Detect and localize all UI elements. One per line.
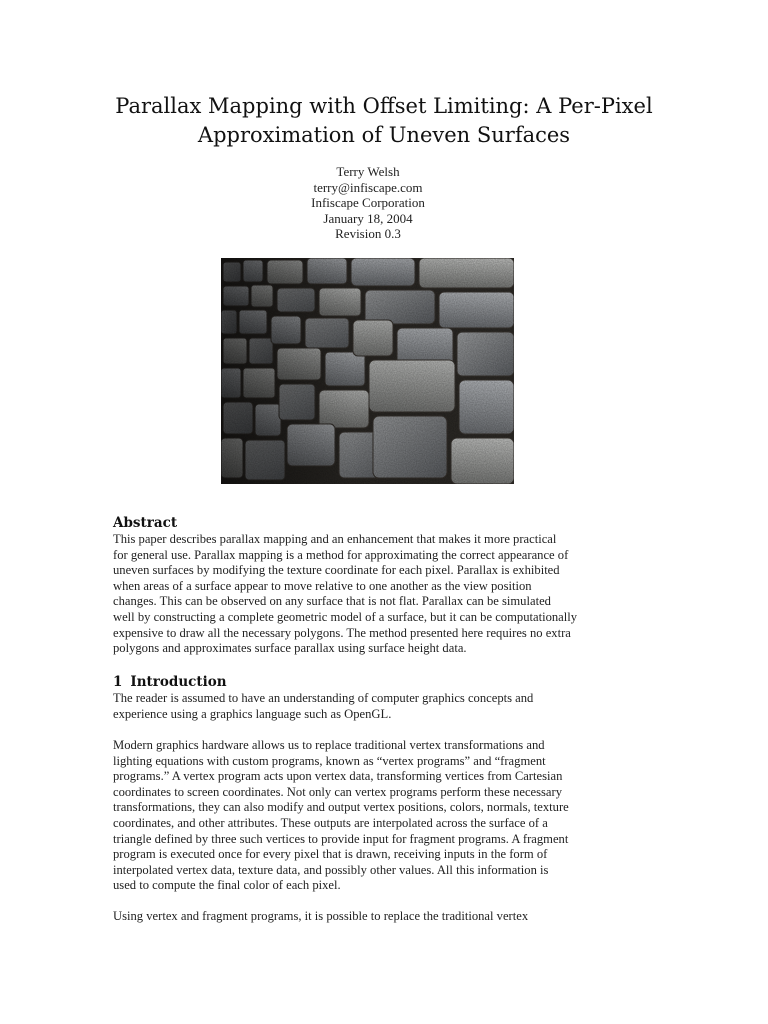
title-line-2: Approximation of Uneven Surfaces	[197, 123, 571, 147]
text-line: The reader is assumed to have an understanding of computer graphics concepts and	[113, 691, 534, 705]
text-line: This paper describes parallax mapping and an enhancement that makes it more practical	[113, 532, 557, 546]
intro-paragraph-3	[113, 909, 633, 925]
abstract-heading: Abstract	[113, 515, 178, 531]
text-line: changes. This can be observed on any surface that is not flat. Parallax can be simulated	[113, 594, 551, 609]
text-line: Using vertex and fragment programs, it is possible to replace the traditional vertex	[113, 909, 529, 923]
section-title: Introduction	[130, 674, 227, 690]
author-block	[0, 164, 736, 242]
text-line: experience using a graphics language such as OpenGL.	[113, 706, 392, 721]
text-line: uneven surfaces by modifying the texture coordinate for each pixel. Parallax is exhibited	[113, 563, 560, 578]
text-line: programs.” A vertex program acts upon vertex data, transforming vertices from Cartesian	[113, 769, 563, 784]
text-line: used to compute the final color of each pixel.	[113, 878, 341, 893]
text-line: well by constructing a complete geometric model of a surface, but it can be computationally	[113, 609, 578, 624]
brick-wall-figure	[221, 258, 514, 484]
text-line: expensive to draw all the necessary polygons. The method presented here requires no extra	[113, 625, 571, 640]
paper-revision: Revision 0.3	[335, 226, 401, 241]
text-line: triangle defined by three such vertices to provide input for fragment programs. A fragment	[113, 831, 569, 846]
brick-wall-image	[221, 258, 514, 484]
text-line: when areas of a surface appear to move relative to one another as the view position	[113, 578, 532, 593]
text-line: coordinates, and other attributes. These outputs are interpolated across the surface of a	[113, 815, 548, 830]
introduction-heading	[113, 674, 227, 690]
text-line: transformations, they can also modify and output vertex positions, colors, normals, texture	[113, 800, 569, 815]
text-line: for general use. Parallax mapping is a method for approximating the correct appearance of	[113, 547, 569, 562]
text-line: Modern graphics hardware allows us to replace traditional vertex transformations and	[113, 738, 545, 752]
text-line: interpolated vertex data, texture data, and possibly other values. All this information is	[113, 862, 549, 877]
paper-date: January 18, 2004	[323, 210, 413, 226]
text-line: coordinates to screen coordinates. Not only can vertex programs perform these necessary	[113, 784, 563, 799]
text-line: program is executed once for every pixel that is drawn, receiving inputs in the form of	[113, 847, 548, 862]
intro-paragraph-2	[113, 738, 633, 894]
abstract-body	[113, 532, 633, 657]
text-line: lighting equations with custom programs, known as “vertex programs” and “fragment	[113, 753, 546, 768]
author-name: Terry Welsh	[336, 164, 400, 179]
author-email: terry@infiscape.com	[313, 179, 423, 195]
title-line-1: Parallax Mapping with Offset Limiting: A Per-Pixel	[115, 94, 653, 118]
paper-title	[60, 92, 708, 150]
section-number: 1	[113, 674, 123, 690]
author-affiliation: Infiscape Corporation	[311, 195, 425, 210]
text-line: polygons and approximates surface parallax using surface height data.	[113, 641, 467, 656]
intro-paragraph-1	[113, 691, 633, 722]
